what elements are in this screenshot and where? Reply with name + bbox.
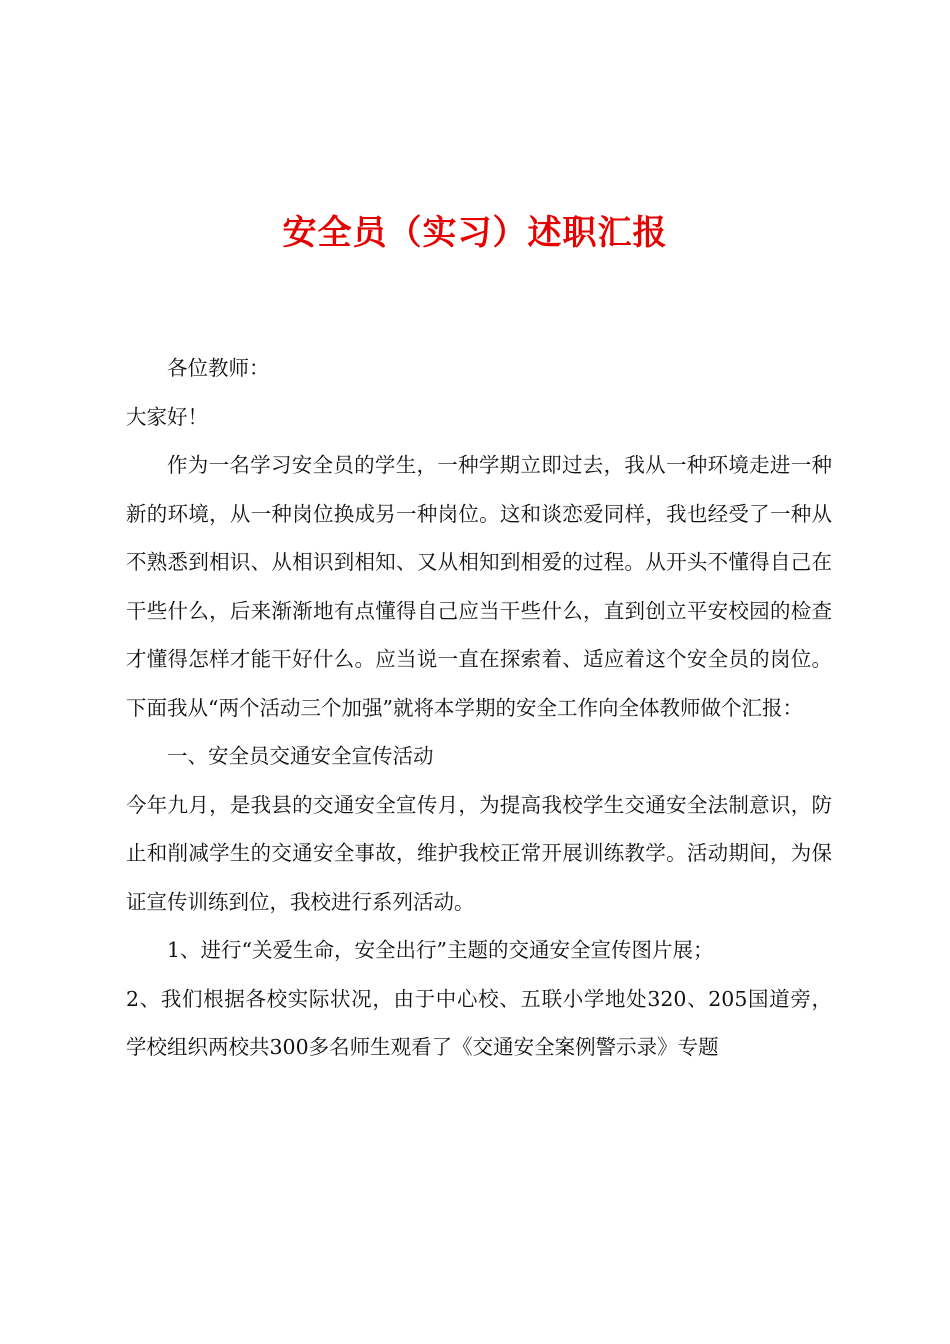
list-item-2: 2、我们根据各校实际状况，由于中心校、五联小学地处320、205国道旁，学校组织两校共300多名师生观看了《交通安全案例警示录》专题 [126, 986, 832, 1059]
section-1-paragraph: 今年九月，是我县的交通安全宣传月，为提高我校学生交通安全法制意识，防止和削减学生的交通安全事故，维护我校正常开展训练教学。活动期间，为保证宣传训练到位，我校进行系列活动。 [126, 792, 832, 914]
greeting: 大家好！ [126, 404, 208, 429]
document-title: 安全员（实习）述职汇报 [282, 213, 668, 253]
list-item-1: 1、进行“关爱生命，安全出行”主题的交通安全宣传图片展； [167, 938, 714, 962]
intro-paragraph: 作为一名学习安全员的学生，一种学期立即过去，我从一种环境走进一种新的环境，从一种岗位换成另一种岗位。这和谈恋爱同样，我也经受了一种从不熟悉到相识、从相识到相知、又从相知到相爱的过程。从开头不懂得自己在干些什么，后来渐渐地有点懂得自己应当干些什么，直到创立平安校园的检查才懂得怎样才能干好什么。应当说一直在探索着、适应着这个安全员的岗位。下面我从“两个活动三个加强”就将本学期的安全工作向全体教师做个汇报： [126, 453, 832, 720]
salutation: 各位教师： [167, 356, 270, 380]
section-heading-1: 一、安全员交通安全宣传活动 [167, 744, 434, 768]
document-body [126, 344, 832, 1072]
